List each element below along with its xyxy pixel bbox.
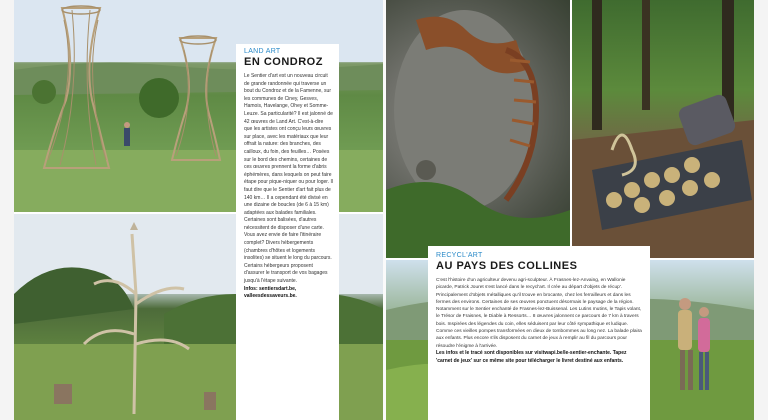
- section-kicker: LAND ART: [244, 48, 281, 55]
- photo-metal-sculpture: [386, 0, 570, 258]
- article-body: C'est l'histoire d'un agriculteur devenu agri-sculpteur. À Frasnes-lez-Anvaing, en Wallonie picarde, Patrick Jouret s'est lancé dans le recycl'art. Il crée au départ d'objets de récup'. Principalement d'objets métalliques qu'il trouve en brocante, chez les ferrailleurs et dans les fermes des environs. Certaines de ses œuvres ponctuent désormais le paysage de la région. Notamment sur le Sentier enchanté de Frasnes-lez-Buissenal. Les Lutins mutins, le Tapis volant, le Trésor de Fraisnes, le Diable à Ressorts… 8 œuvres jalonnent ce parcours de 7 km à travers bois. Inspirées des légendes du coin, elles séduisent par leur côté sympathique et ludique. Comme ces vieilles pompes transformées en dieux de tombommes au long nez. La balade plaira aux enfants. Plus encore s'ils disposent du carnet de jeux à remplir au fil du parcours pour résoudre l'énigme à l'arrivée.: [436, 278, 642, 349]
- page-edge-left: [0, 0, 14, 420]
- section-kicker: RECYCL'ART: [436, 252, 483, 259]
- article-title: EN CONDROZ: [244, 56, 323, 68]
- article-card-land-art: [236, 44, 339, 420]
- article-infos: Infos: sentiersdart.be, valleesdessaveurs.be.: [244, 285, 297, 300]
- article-card-recyclart: [428, 246, 650, 420]
- article-title: AU PAYS DES COLLINES: [436, 260, 578, 272]
- page-edge-right: [754, 0, 768, 420]
- photo-treasure-sculpture: [572, 0, 754, 258]
- article-body: Le Sentier d'art est un nouveau circuit de grande randonnée qui traverse un bout du Condroz et de la Famenne, sur les communes de Ciney, Gesves, Hamois, Havelange, Ohey et Somme-Leuze. Sa particularité? Il est jalonné de 42 œuvres de Land Art. C'est-à-dire que les artistes ont conçu leurs œuvres sur place, avec les matériaux que leur offrait la nature: des branches, des cailloux, du foin, des feuilles… Posées sur le bord des chemins, certaines de ces œuvres prennent la forme d'abris éphémères, dans lesquels on peut faire étape pour pique-niquer ou pour loger. Il faut dire que le Sentier d'art fait plus de 140 km… Il a cependant été divisé en une dizaine de boucles (de 6 à 15 km) adaptées aux balades familiales. Certaines sont balisées, d'autres nécessitent de disposer d'une carte. Vous avez envie de faire l'itinéraire complet? Divers hébergements (chambres d'hôtes et logements insolites) se situent le long du parcours. Certains hébergeurs proposent d'assurer le transport de vos bagages jusqu'à l'étape suivante.: [244, 73, 333, 285]
- article-infos: Les infos et le tracé sont disponibles sur visitwapi.be/le-sentier-enchante. Tapez 'carnet de jeux' sur ce même site pour télécharger le livret destiné aux enfants.: [436, 349, 627, 364]
